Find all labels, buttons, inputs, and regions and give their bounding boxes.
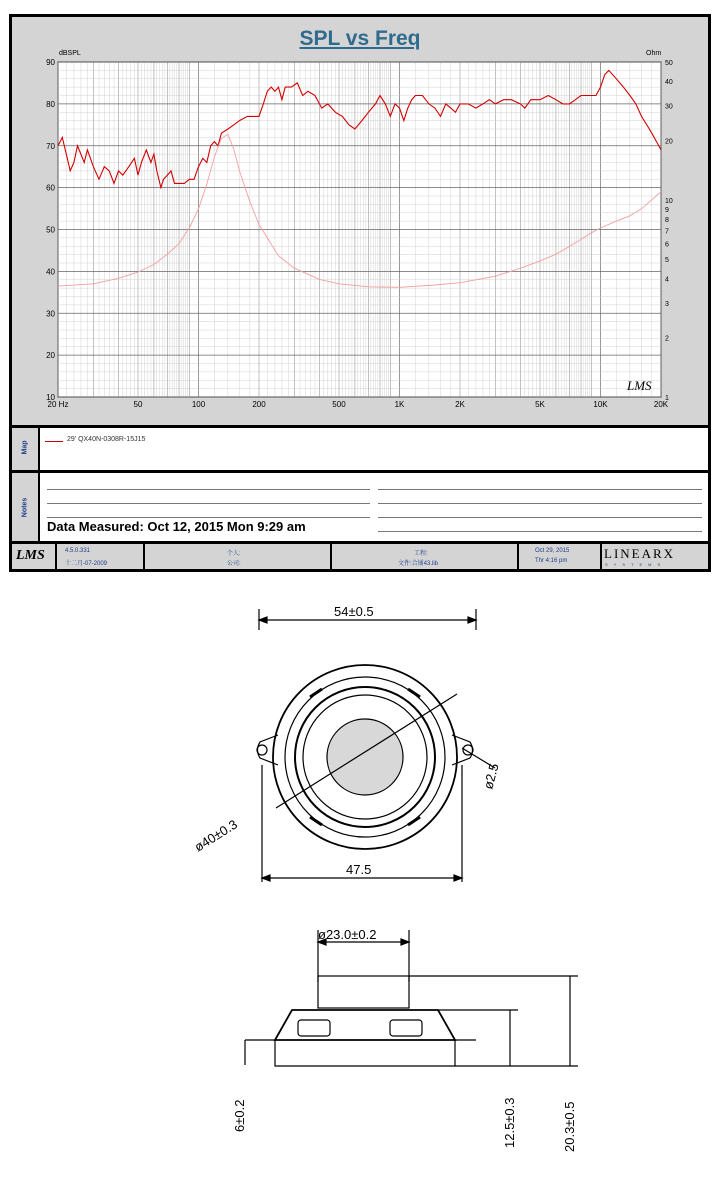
dim-54: 54±0.5 — [334, 604, 374, 619]
magnet — [318, 976, 409, 1008]
dim-12-5: 12.5±0.3 — [502, 1097, 517, 1148]
y-right-tick-label: 6 — [665, 241, 669, 249]
y-right-tick-label: 20 — [665, 138, 673, 146]
frame-window — [390, 1020, 422, 1036]
y-left-tick-label: 60 — [46, 183, 55, 193]
y-right-tick-label: 5 — [665, 257, 669, 265]
y-right-tick-label: 4 — [665, 276, 669, 284]
linearx-subtitle: SYSTEMS — [605, 562, 667, 567]
footer-project-cell — [332, 544, 519, 569]
x-tick-label: 5K — [535, 400, 545, 409]
flange — [245, 1040, 476, 1066]
grid-layer — [58, 62, 661, 397]
y-right-tick-label: 10 — [665, 197, 673, 205]
y-left-tick-label: 90 — [46, 58, 55, 67]
dim-d23: ø23.0±0.2 — [318, 927, 377, 942]
y-right-tick-label: 40 — [665, 79, 673, 87]
y-right-tick-label: 7 — [665, 228, 669, 236]
separator — [12, 425, 708, 428]
footer-date-cell — [519, 544, 602, 569]
y-left-tick-label: 40 — [46, 267, 55, 277]
x-tick-label: 2K — [455, 400, 465, 409]
company-label: 公司: — [227, 561, 241, 567]
note-line — [378, 517, 702, 518]
y-left-tick-label: 70 — [46, 141, 55, 151]
frame-window — [298, 1020, 330, 1036]
data-measured-text: Data Measured: Oct 12, 2015 Mon 9:29 am — [47, 519, 306, 534]
y-left-unit: dBSPL — [59, 50, 81, 57]
y-right-tick-label: 1 — [665, 395, 669, 402]
x-tick-label: 100 — [191, 400, 206, 409]
lms-report-inner — [12, 17, 708, 569]
y-right-unit: Ohm — [646, 50, 662, 57]
y-right-tick-label: 30 — [665, 103, 673, 111]
chart-panel — [12, 17, 708, 427]
top-view — [257, 609, 495, 882]
legend-tab — [12, 428, 40, 470]
person-label: 个人: — [227, 551, 241, 557]
y-left-tick-label: 20 — [46, 351, 55, 361]
dim-47-5: 47.5 — [346, 862, 372, 877]
x-tick-label: 1K — [394, 400, 405, 409]
note-line — [47, 517, 370, 518]
x-tick-label: 200 — [252, 400, 266, 409]
y-right-tick-label: 3 — [665, 300, 669, 308]
x-tick-label: 50 — [133, 400, 143, 409]
dust-cap — [327, 719, 403, 795]
note-line — [378, 531, 702, 532]
y-left-tick-label: 50 — [46, 225, 55, 235]
y-left-tick-label: 80 — [46, 99, 55, 109]
notes-tab — [12, 473, 40, 544]
legend-item: 29' QX40N-0308R-15J15 — [67, 436, 146, 443]
y-right-tick-label: 50 — [665, 60, 673, 67]
lms-report-frame — [9, 14, 711, 572]
footer-time: Thr 4:16 pm — [535, 558, 568, 564]
footer-bar — [12, 544, 708, 569]
legend-tab-label: Map — [21, 440, 29, 455]
lms-watermark: LMS — [627, 378, 652, 393]
footer-version-cell — [57, 544, 145, 569]
side-view — [245, 930, 578, 1066]
note-line — [378, 503, 702, 504]
note-line — [378, 489, 702, 490]
footer-logo-cell — [12, 544, 57, 569]
footer-person-cell — [145, 544, 332, 569]
x-tick-label: 20K — [653, 400, 669, 409]
y-left-tick-label: 30 — [46, 309, 55, 319]
chart-title: SPL vs Freq — [299, 27, 421, 50]
legend-swatch — [45, 441, 63, 442]
version-text: 4.5.0.331 — [65, 548, 91, 554]
speaker-drawings — [0, 590, 720, 1190]
file-label: 文件:合铺43.lib — [398, 561, 439, 567]
project-label: 工程: — [414, 551, 428, 557]
y-left-tick-label: 10 — [46, 393, 55, 402]
note-line — [47, 489, 370, 490]
dim-6: 6±0.2 — [232, 1099, 247, 1132]
spl-chart — [12, 17, 708, 427]
x-tick-label: 20 Hz — [47, 400, 69, 409]
footer-date: Oct 29, 2015 — [535, 548, 570, 554]
hole-left — [257, 745, 267, 755]
y-right-tick-label: 9 — [665, 206, 669, 214]
version-date: 十二月-07-2009 — [65, 561, 108, 567]
linearx-logo: LINEARX — [604, 546, 676, 561]
lms-logo: LMS — [16, 548, 45, 563]
note-line — [47, 503, 370, 504]
dim-20-3: 20.3±0.5 — [562, 1101, 577, 1152]
separator — [12, 470, 708, 473]
x-tick-label: 500 — [332, 400, 346, 409]
y-right-tick-label: 8 — [665, 216, 669, 224]
x-tick-label: 10K — [593, 400, 608, 409]
dim-d40: ø40±0.3 — [191, 816, 240, 855]
dim-hole: ø2.5 — [480, 761, 502, 791]
y-right-tick-label: 2 — [665, 335, 669, 343]
notes-tab-label: Notes — [21, 497, 29, 518]
